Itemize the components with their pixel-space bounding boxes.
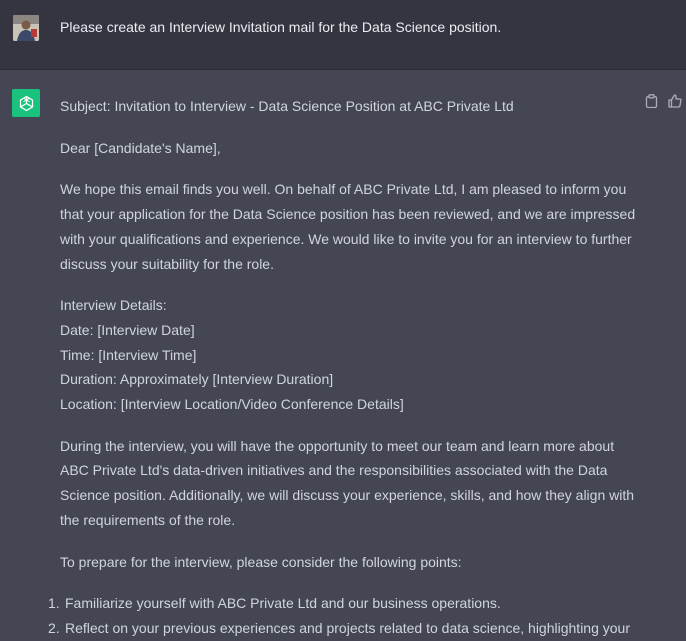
details-location: Location: [Interview Location/Video Conference Details] xyxy=(60,396,404,413)
user-avatar xyxy=(13,15,39,41)
list-item-number: 2. xyxy=(48,619,60,636)
openai-logo-icon xyxy=(12,89,40,117)
email-greeting: Dear [Candidate's Name], xyxy=(60,139,221,156)
email-paragraph-interview: During the interview, you will have the opportunity to meet our team and learn more about ABC Private Ltd's data-driven initiatives and the responsibilities associated with the Data Science position. Additionally, we will discuss your experience, skills, and how they align with the requirements of the role. xyxy=(60,437,635,528)
thumbs-up-icon[interactable] xyxy=(667,93,682,108)
message-actions xyxy=(644,93,682,108)
email-prep-intro: To prepare for the interview, please consider the following points: xyxy=(60,553,462,570)
user-message-row xyxy=(0,0,686,70)
interview-details xyxy=(60,293,645,417)
list-item-number: 1. xyxy=(48,595,60,612)
assistant-message-row xyxy=(0,70,686,636)
email-subject: Subject: Invitation to Interview - Data Science Position at ABC Private Ltd xyxy=(60,98,514,114)
clipboard-icon[interactable] xyxy=(644,93,659,108)
details-heading: Interview Details: xyxy=(60,297,167,314)
list-item xyxy=(48,591,633,616)
prep-points-list xyxy=(48,591,633,640)
details-duration: Duration: Approximately [Interview Duration] xyxy=(60,371,334,388)
list-item-text: Reflect on your previous experiences and projects related to data science, highlighting your xyxy=(65,619,630,636)
details-time: Time: [Interview Time] xyxy=(60,346,197,363)
list-item-text: Familiarize yourself with ABC Private Ltd and our business operations. xyxy=(65,595,501,612)
details-date: Date: [Interview Date] xyxy=(60,321,195,338)
assistant-response xyxy=(48,94,645,641)
user-prompt-text: Please create an Interview Invitation mail for the Data Science position. xyxy=(60,19,502,35)
list-item xyxy=(48,616,633,641)
email-paragraph-intro: We hope this email finds you well. On behalf of ABC Private Ltd, I am pleased to inform you that your application for the Data Science position has been reviewed, and we are impressed with your qualifications and experience. We would like to invite you for an interview to further discuss your suitability for the role. xyxy=(60,181,636,272)
